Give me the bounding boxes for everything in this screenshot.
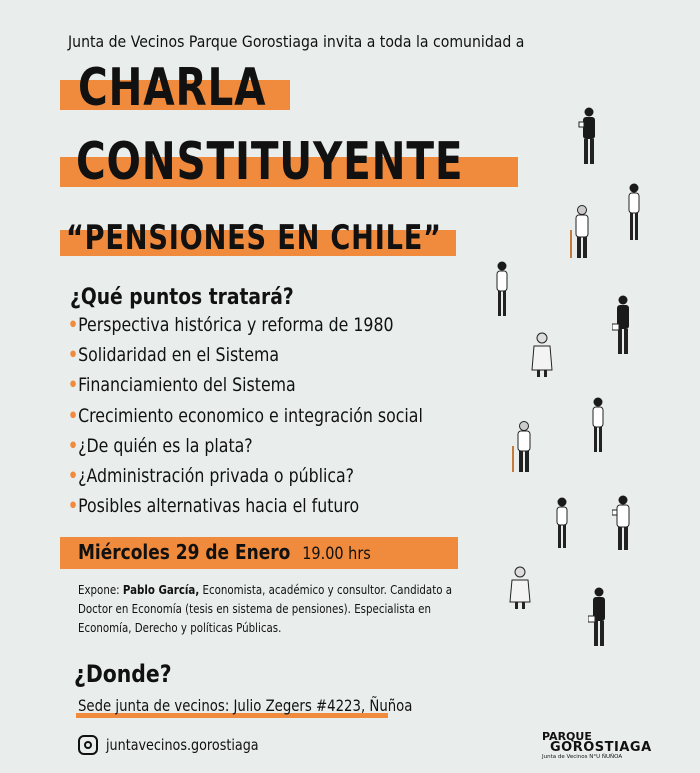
topic-text: ¿Administración privada o pública? (78, 464, 355, 487)
list-item (68, 344, 423, 374)
topics-heading: ¿Qué puntos tratará? (70, 285, 294, 310)
person-figure-2-icon (626, 182, 642, 242)
bullet-icon: • (68, 314, 79, 336)
person-figure-3-icon (568, 204, 594, 260)
speaker-description: Economista, académico y consultor. Candidato a Doctor en Economía (tesis en sistema de pensiones). Especialista en Economía, Derecho y políticas Públicas. (78, 582, 453, 635)
logo-line-3: Junta de Vecinos N°U ÑUÑOA (542, 754, 623, 760)
location-address: Sede junta de vecinos: Julio Zegers #4223, Ñuñoa (78, 696, 413, 715)
list-item (68, 435, 423, 465)
list-item (68, 495, 423, 525)
person-figure-5-icon (612, 294, 634, 356)
topic-text: Posibles alternativas hacia el futuro (78, 495, 360, 518)
event-time: 19.00 hrs (302, 544, 371, 564)
bullet-icon: • (68, 464, 79, 487)
topic-text: Financiamiento del Sistema (78, 374, 296, 397)
list-item (68, 374, 423, 404)
logo-line-2: GOROSTIAGA (550, 740, 652, 755)
event-date-text: Miércoles 29 de Enero (78, 540, 291, 564)
list-item (68, 405, 423, 435)
title-line-1: CHARLA (78, 58, 267, 118)
bullet-icon: • (68, 404, 79, 427)
person-figure-1-icon (578, 106, 600, 166)
list-item (68, 465, 423, 495)
person-figure-9-icon (554, 496, 570, 550)
bullet-icon: • (68, 495, 79, 518)
location-heading: ¿Donde? (74, 660, 172, 688)
speaker-bio (78, 580, 463, 637)
person-figure-10-icon (612, 494, 634, 552)
logo-line-1: PARQUE (542, 730, 592, 743)
person-figure-6-icon (530, 332, 554, 378)
person-figure-11-icon (508, 566, 532, 610)
list-item (68, 314, 423, 344)
speaker-name: Pablo García, (122, 582, 200, 597)
person-figure-12-icon (588, 586, 610, 648)
person-figure-4-icon (494, 260, 510, 318)
topic-text: Crecimiento economico e integración social (78, 404, 423, 427)
instagram-handle[interactable]: juntavecinos.gorostiaga (106, 736, 259, 754)
title-line-2: CONSTITUYENTE (76, 132, 464, 192)
parque-gorostiaga-logo (540, 730, 650, 762)
speaker-prefix: Expone: (78, 582, 123, 597)
event-date (78, 540, 371, 564)
subtitle: “PENSIONES EN CHILE” (66, 218, 442, 258)
person-figure-8-icon (510, 420, 536, 474)
bullet-icon: • (68, 344, 79, 367)
bullet-icon: • (68, 434, 79, 457)
topic-text: ¿De quién es la plata? (78, 434, 253, 457)
topic-text: Solidaridad en el Sistema (78, 344, 280, 367)
person-figure-7-icon (590, 396, 606, 454)
topics-list (68, 314, 496, 525)
topic-text: Perspectiva histórica y reforma de 1980 (78, 314, 394, 336)
invite-text: Junta de Vecinos Parque Gorostiaga invita a toda la comunidad a (68, 32, 525, 51)
bullet-icon: • (68, 374, 79, 397)
instagram-icon[interactable] (78, 735, 98, 755)
